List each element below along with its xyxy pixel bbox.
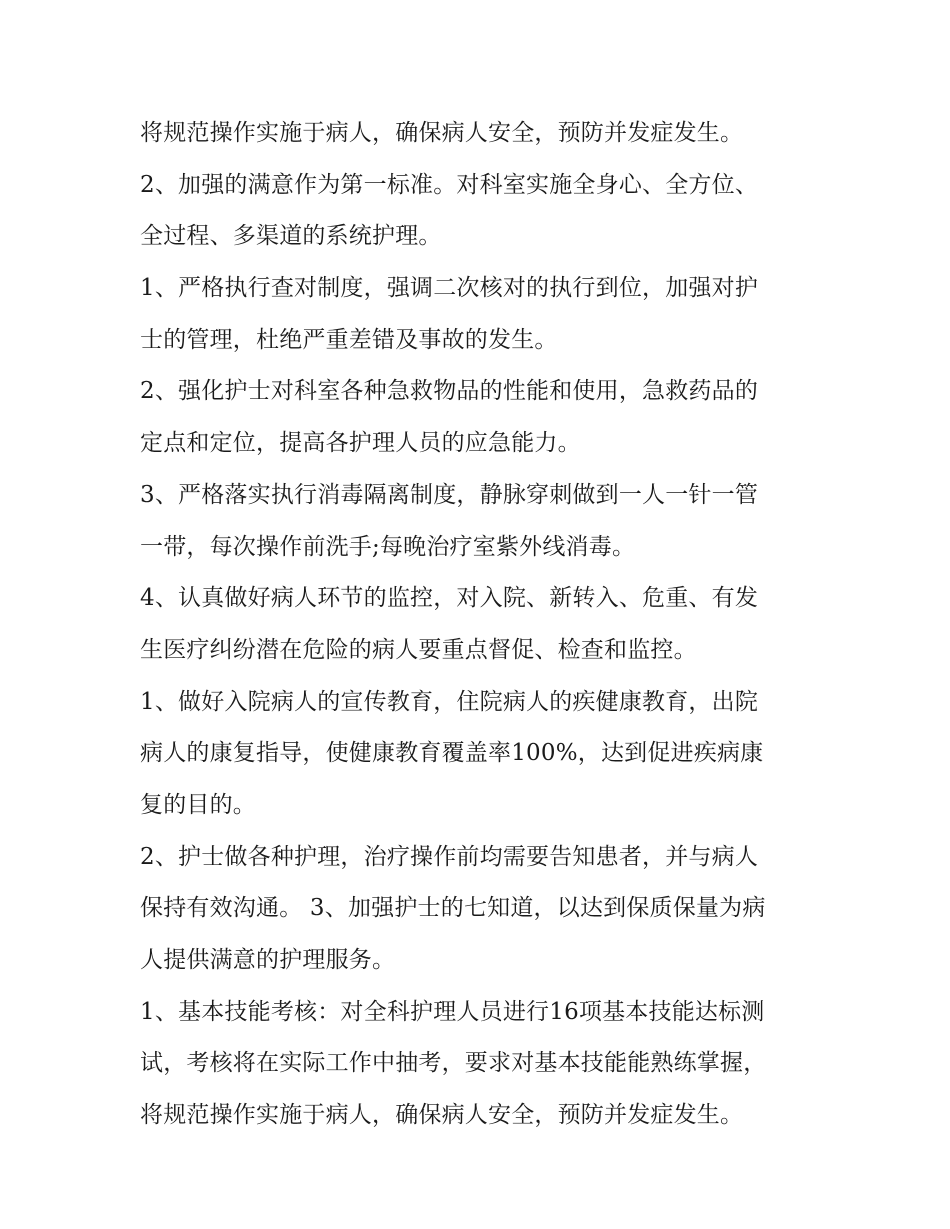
text-line: 全过程、多渠道的系统护理。 — [140, 223, 442, 250]
text-line: 生医疗纠纷潜在危险的病人要重点督促、检查和监控。 — [140, 636, 697, 663]
text-line: 试，考核将在实际工作中抽考，要求对基本技能能熟练掌握， — [140, 1050, 767, 1077]
text-line: 人提供满意的护理服务。 — [140, 947, 396, 973]
text-line: 保持有效沟通。 3、加强护士的七知道，以达到保质保量为病 — [140, 895, 766, 922]
text-line: 1、严格执行查对制度，强调二次核对的执行到位，加强对护 — [140, 275, 759, 302]
text-line: 士的管理，杜绝严重差错及事故的发生。 — [140, 326, 558, 353]
text-line: 1、基本技能考核：对全科护理人员进行16项基本技能达标测 — [140, 998, 765, 1025]
text-line: 2、加强的满意作为第一标准。对科室实施全身心、全方位、 — [140, 171, 759, 198]
text-line: 4、认真做好病人环节的监控，对入院、新转入、危重、有发 — [140, 585, 759, 612]
text-line: 将规范操作实施于病人，确保病人安全，预防并发症发生。 — [140, 120, 744, 146]
text-line: 1、做好入院病人的宣传教育，住院病人的疾健康教育，出院 — [140, 688, 759, 715]
text-line: 病人的康复指导，使健康教育覆盖率100%，达到促进疾病康 — [140, 740, 764, 767]
text-line: 2、护士做各种护理，治疗操作前均需要告知患者，并与病人 — [140, 843, 759, 870]
text-line: 定点和定位，提高各护理人员的应急能力。 — [140, 430, 581, 457]
document-body — [140, 108, 820, 1142]
text-line: 一带，每次操作前洗手;每晚治疗室紫外线消毒。 — [140, 533, 636, 560]
text-line: 3、严格落实执行消毒隔离制度，静脉穿刺做到一人一针一管 — [140, 481, 759, 508]
text-line: 2、强化护士对科室各种急救物品的性能和使用，急救药品的 — [140, 378, 759, 405]
text-line: 复的目的。 — [140, 791, 256, 818]
text-line: 将规范操作实施于病人，确保病人安全，预防并发症发生。 — [140, 1102, 744, 1129]
